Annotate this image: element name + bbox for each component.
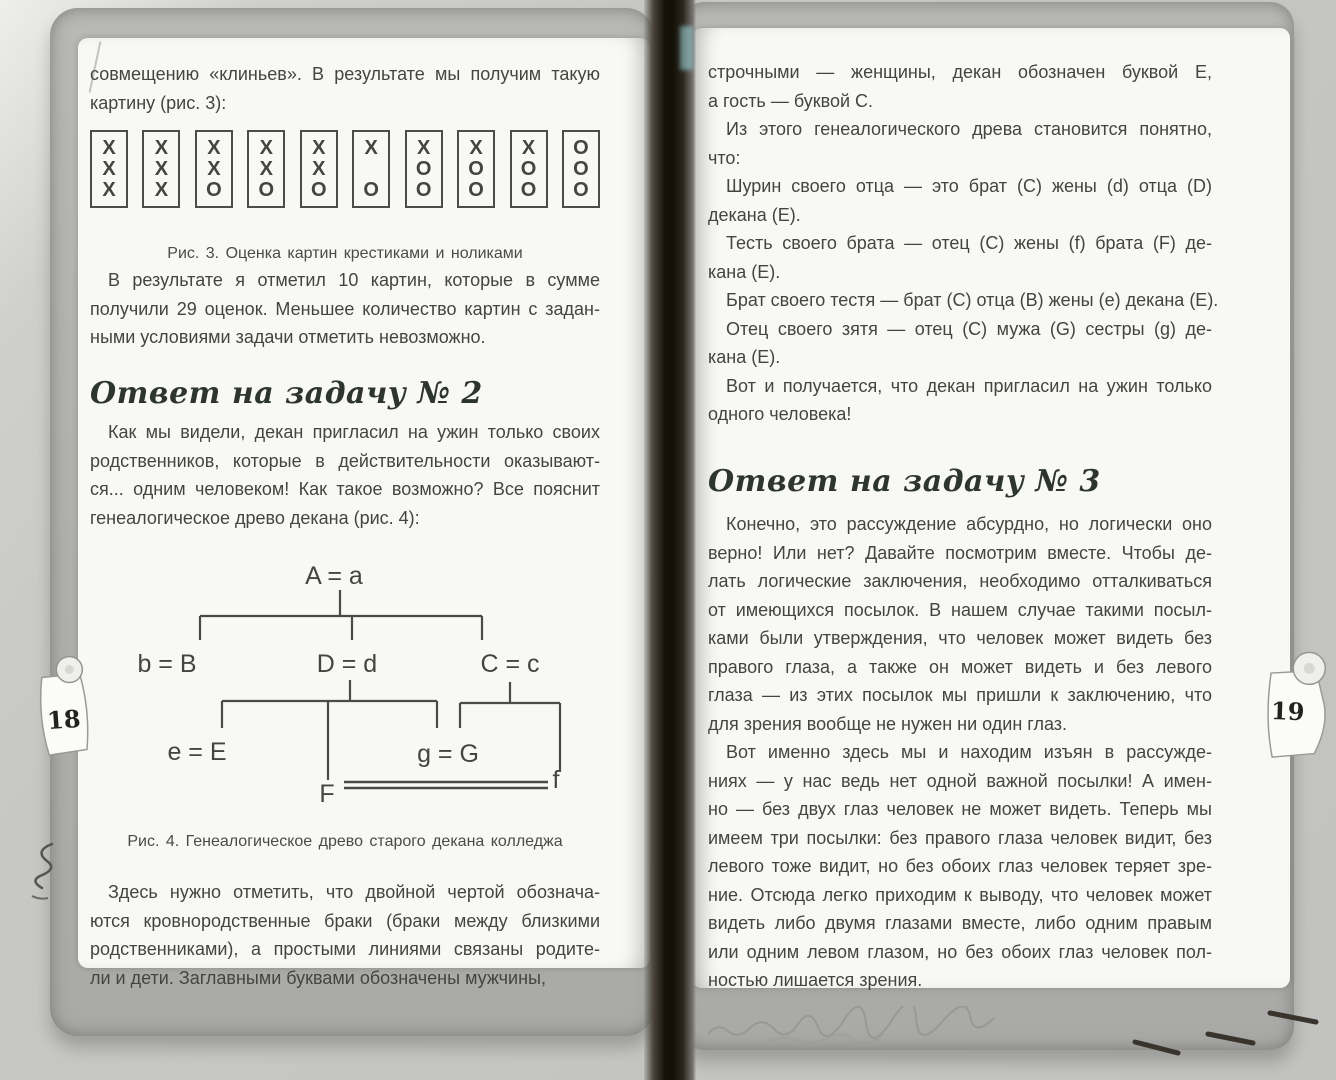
text-line: ются кровнородственные браки (браки между близкими (90, 910, 600, 931)
tree-node-Dd: D = d (316, 650, 378, 678)
figure3-card (562, 130, 600, 208)
text-line: Из этого генеалогического древа становится понятно, (726, 119, 1212, 139)
text-line: ностью лишается зрения. (708, 970, 923, 990)
card-symbol: X (102, 178, 116, 201)
right-page (680, 2, 1294, 1050)
card-symbol: X (469, 136, 483, 159)
text-line: или одним левом глазом, но без обоих глаз человек пол- (708, 941, 1212, 962)
scan-color-artifact (680, 26, 693, 70)
text-line: правого глаза, а также он может видеть и без левого (708, 656, 1212, 677)
intro-paragraph (90, 60, 600, 117)
right-bottom-paragraphs (708, 510, 1212, 995)
text-line: родственниками), а простыми линиями связаны родите- (90, 939, 600, 959)
result-paragraph (90, 266, 600, 352)
card-symbol: X (521, 136, 536, 159)
text-line: а гость — буквой C. (708, 90, 874, 111)
text-line: кана (E). (708, 261, 781, 282)
paragraph (708, 372, 1212, 429)
paragraph (708, 58, 1212, 115)
paragraph (708, 286, 1219, 315)
paragraph (708, 738, 1212, 995)
card-symbol: X (416, 136, 431, 159)
tree-node-Aa: A = a (305, 562, 363, 590)
card-symbol: X (312, 136, 326, 159)
tree-node-bB: b = B (137, 650, 197, 678)
page-number-banner-right (1260, 639, 1336, 771)
text-line: совмещению «клиньев». В результате мы получим такую (90, 64, 600, 84)
figure4-family-tree (100, 548, 620, 808)
text-line: ниях — у нас ведь нет одной важной посылки! А имен- (708, 770, 1212, 791)
text-line: имеем три посылки: без правого глаза человек видит, без (708, 827, 1212, 848)
paragraph (708, 115, 1212, 172)
text-line: ками были утверждения, что человек может видеть без (708, 628, 1212, 648)
right-top-paragraphs (708, 58, 1219, 429)
figure3-card (90, 130, 128, 208)
text-line: Вот и получается, что декан пригласил на ужин только (726, 375, 1212, 396)
text-line: картину (рис. 3): (90, 92, 227, 113)
text-line: видеть либо двумя глазами вместе, либо одним правым (708, 913, 1212, 933)
card-symbol: O (363, 178, 379, 201)
right-page-number: 19 (1270, 696, 1305, 727)
card-symbol: O (468, 178, 484, 201)
left-page (50, 8, 654, 1036)
text-line: для зрения вообще не нужен ни один глаз. (708, 713, 1068, 734)
card-symbol: O (573, 178, 589, 201)
figure3-card (142, 130, 180, 208)
tree-node-eE: e = E (167, 738, 227, 766)
card-symbol: O (573, 157, 589, 180)
text-line: что: (708, 147, 741, 168)
tree-node-f: f (552, 766, 560, 794)
book-spine (644, 0, 696, 1080)
text-line: ние. Отсюда легко приходим к выводу, что человек может (708, 884, 1212, 905)
card-symbol: O (415, 157, 432, 180)
text-line: Шурин своего отца — это брат (C) жены (d) отца (D) (726, 176, 1212, 196)
figure3-card (457, 130, 495, 208)
tree-connectors (200, 590, 560, 788)
figure3-card (247, 130, 285, 208)
answer2-paragraph (90, 418, 600, 532)
card-symbol: O (520, 178, 537, 201)
figure4-caption: Рис. 4. Генеалогическое древо старого декана колледжа (127, 833, 563, 850)
pen-dashes-bottom-right (1120, 998, 1330, 1058)
text-line: одного человека! (708, 404, 852, 424)
card-symbol: O (258, 178, 275, 201)
card-symbol: X (312, 157, 326, 180)
figure3-caption: Рис. 3. Оценка картин крестиками и ноликами (167, 245, 523, 262)
note-paragraph (90, 878, 600, 992)
text-line: родственников, которые в действительности оказывают- (90, 450, 600, 471)
page-number-banner-left (30, 650, 98, 766)
figure3-card (405, 130, 443, 208)
text-line: но — без двух глаз человек не может видеть. Теперь мы (708, 799, 1212, 819)
text-line: кана (E). (708, 347, 781, 367)
tree-node-gG: g = G (417, 740, 479, 768)
text-line: ными условиями задачи отметить невозможно. (90, 327, 486, 347)
figure3-card (300, 130, 338, 208)
paragraph (708, 229, 1212, 286)
answer3-heading: Ответ на задачу № 3 (708, 464, 1101, 499)
text-line: Как мы видели, декан пригласил на ужин только своих (108, 422, 600, 442)
card-symbol: O (415, 178, 432, 201)
figure3-card (352, 130, 390, 208)
card-symbol: X (207, 136, 221, 159)
text-line: получили 29 оценок. Меньшее количество картин с задан- (90, 298, 600, 319)
figure3-card (195, 130, 233, 208)
text-line: ся... одним человеком! Как такое возможно? Все пояснит (90, 479, 600, 499)
left-page-number: 18 (46, 703, 82, 736)
answer2-heading: Ответ на задачу № 2 (90, 376, 483, 411)
card-symbol: X (102, 136, 116, 159)
pen-squiggle-left-edge (22, 838, 66, 910)
figure3 (90, 130, 600, 208)
text-line: строчными — женщины, декан обозначен буквой E, (708, 62, 1212, 82)
text-line: верно! Или нет? Давайте посмотрим вместе. Чтобы де- (708, 542, 1212, 563)
card-symbol: X (154, 157, 169, 180)
tree-node-F: F (319, 780, 335, 808)
card-symbol: O (573, 136, 589, 159)
paragraph (708, 172, 1212, 229)
figure3-card (510, 130, 548, 208)
tree-node-Cc: C = c (480, 650, 540, 678)
card-symbol: X (154, 136, 169, 159)
card-symbol: O (206, 178, 222, 201)
card-symbol: X (102, 157, 116, 180)
text-line: Конечно, это рассуждение абсурдно, но логически оно (726, 514, 1212, 534)
text-line: Здесь нужно отметить, что двойной чертой обознача- (108, 882, 600, 902)
text-line: Брат своего тестя — брат (C) отца (B) жены (e) декана (E). (726, 290, 1219, 310)
text-line: лать логические заключения, необходимо отталкиваться (708, 571, 1212, 591)
left-page-paper (78, 38, 650, 988)
text-line: Отец своего зятя — отец (C) мужа (G) сестры (g) де- (726, 318, 1212, 339)
text-line: ли и дети. Заглавными буквами обозначены мужчины, (90, 967, 546, 988)
card-symbol: O (468, 157, 484, 180)
text-line: от имеющихся посылок. В нашем случае такими посыл- (708, 599, 1212, 620)
text-line: глаза — из этих посылок мы пришли к заключению, что (708, 685, 1212, 705)
right-page-paper (692, 28, 1290, 988)
text-line: В результате я отметил 10 картин, которые в сумме (108, 270, 600, 290)
text-line: левого тоже видит, но без обоих глаз человек теряет зре- (708, 856, 1212, 876)
paragraph (708, 510, 1212, 738)
card-symbol: O (520, 157, 537, 180)
text-line: декана (E). (708, 204, 801, 225)
card-symbol: X (259, 157, 273, 180)
text-line: Вот именно здесь мы и находим изъян в рассужде- (726, 742, 1212, 762)
card-symbol: X (259, 136, 273, 159)
text-line: генеалогическое древо декана (рис. 4): (90, 507, 420, 528)
card-symbol: X (154, 178, 169, 201)
card-symbol: O (310, 178, 327, 201)
card-symbol: X (207, 157, 221, 180)
paragraph (708, 315, 1212, 372)
card-symbol: X (364, 136, 378, 159)
text-line: Тесть своего брата — отец (C) жены (f) брата (F) де- (726, 233, 1212, 253)
